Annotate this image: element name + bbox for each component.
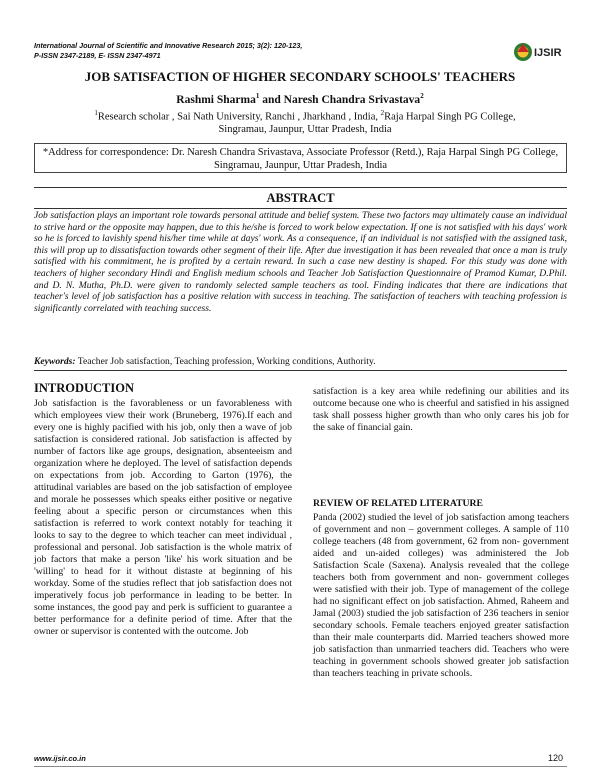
abstract-text: Job satisfaction plays an important role towards personal attitude and belief system. These two factors may ultimately cause an individual to strive hard or the opposite may happen, due to this he/she is forced to work below expectation. If one is not satisfied with his days' work so he is forced to lavishly spend his/her time while at days' work. As a consequence, if an individual is not satisfied with the assigned task, this will prop up to dissatisfaction towards other segment of their life. After due investigation it has been revealed that once a man is truly satisfied with his commitment, he is profited by a certain reward. In such a case new destiny is shaped. For this study was done with teachers of higher secondary Hindi and English medium schools and Teacher Job Satisfaction Questionnaire of Pramod Kumar, D.Phil. and D. N. Mutha, Ph.D. were given to randomly selected sample teachers as tool. Finding indicates that there are indications that teacher's level of job satisfaction has a positive relation with success in teaching. The satisfaction of teachers with teaching profession is significantly correlated with teaching success. bbox=[34, 210, 567, 314]
review-section bbox=[313, 498, 569, 680]
introduction-heading: INTRODUCTION bbox=[34, 381, 135, 395]
paper-title: JOB SATISFACTION OF HIGHER SECONDARY SCHOOLS' TEACHERS bbox=[84, 69, 516, 84]
introduction-continued: satisfaction is a key area while redefining our abilities and its outcome because one who is cheerful and satisfied in his assigned task shall possess higher growth than who only cares his job for the sake of financial gain. bbox=[313, 386, 569, 433]
page-number: 120 bbox=[548, 753, 564, 763]
correspondence-box: *Address for correspondence: Dr. Naresh Chandra Srivastava, Associate Professor (Retd.), Raja Harpal Singh PG College, Singramau, Jaunpur, Uttar Pradesh, India bbox=[34, 143, 567, 173]
affiliations bbox=[60, 107, 550, 136]
footer-url: www.ijsir.co.in bbox=[34, 754, 86, 763]
review-heading: REVIEW OF RELATED LITERATURE bbox=[313, 498, 484, 509]
keywords-list: Teacher Job satisfaction, Teaching profession, Working conditions, Authority. bbox=[75, 356, 376, 367]
aff-sup-1: 1 bbox=[94, 109, 98, 117]
keywords-label: Keywords: bbox=[34, 356, 76, 367]
journal-line-2: P-ISSN 2347-2189, E- ISSN 2347-4971 bbox=[34, 50, 161, 60]
author-2-sup: 2 bbox=[420, 92, 424, 100]
author-2: Naresh Chandra Srivastava bbox=[283, 93, 421, 106]
review-text: Panda (2002) studied the level of job satisfaction among teachers of government and non – government colleges. A sample of 110 college teachers (48 from government, 62 from non- government aided and un-aided colleges) was administered the Job Satisfaction Scale (Saxena). Analysis revealed that the college teachers both from government and non- government colleges were satisfied with their job. Type of management of the college had no significant effect on job satisfaction. Ahmed, Raheem and Jamal (2003) studied the job satisfaction of 236 teachers in senior secondary schools. Female teachers enjoyed greater satisfaction than their male counterparts did. Married teachers showed more job satisfaction than unmarried teachers did. Teachers who were teaching in government schools showed greater job satisfaction than teachers teaching in private schools. bbox=[313, 512, 569, 679]
abstract-heading: ABSTRACT bbox=[34, 187, 567, 209]
journal-logo bbox=[513, 40, 571, 66]
section-divider bbox=[34, 370, 567, 371]
introduction-text: Job satisfaction is the favorableness or un favorableness with which employees view their work (Bruneberg, 1976).If each and every one is highly pacified with his job, only then a wave of job satisfaction is considered rational. Job satisfaction is affected by number of factors like age groups, designation, absenteeism and organization where he deployed. The level of satisfaction depends on expectations from job. According to Garton (1976), the attitudinal variables are based on the job satisfaction of employee and morale he possesses which speaks either positive or negative feeling about a specific person or circumstances when this satisfaction is referred to work context notably for teaching it looks to say to the degree to which teacher can meet individual , professional and personal. Job satisfaction is the whole matrix of job factors that make a person 'like' his work situation and be 'willing' to head for it without distaste at beginning of his workday. Some of the studies reflect that job satisfaction does not imperatively focus job performance in leading to be better. In some instances, the good pay and perk is sufficient to guarantee a better performance for a definite period of time. After that the owner or supervisor is contented with the outcome. Job bbox=[34, 398, 292, 637]
footer-divider bbox=[34, 766, 567, 767]
keywords bbox=[34, 356, 567, 367]
aff-line-1: Research scholar , Sai Nath University, Ranchi , Jharkhand , India, bbox=[97, 111, 381, 123]
aff-sup-2: 2 bbox=[380, 109, 385, 117]
journal-citation bbox=[34, 41, 302, 60]
journal-line-1: International Journal of Scientific and Innovative Research 2015; 3(2): 120-123, bbox=[34, 41, 303, 50]
author-list bbox=[0, 92, 600, 106]
author-1-sup: 1 bbox=[255, 92, 260, 100]
aff-line-1b: Raja Harpal Singh PG College, bbox=[384, 111, 516, 123]
ijsir-logo-icon bbox=[513, 40, 571, 66]
logo-text: IJSIR bbox=[534, 47, 562, 59]
aff-line-2: Singramau, Jaunpur, Uttar Pradesh, India bbox=[218, 123, 392, 135]
author-and: and bbox=[259, 93, 284, 106]
author-1: Rashmi Sharma bbox=[176, 93, 256, 106]
